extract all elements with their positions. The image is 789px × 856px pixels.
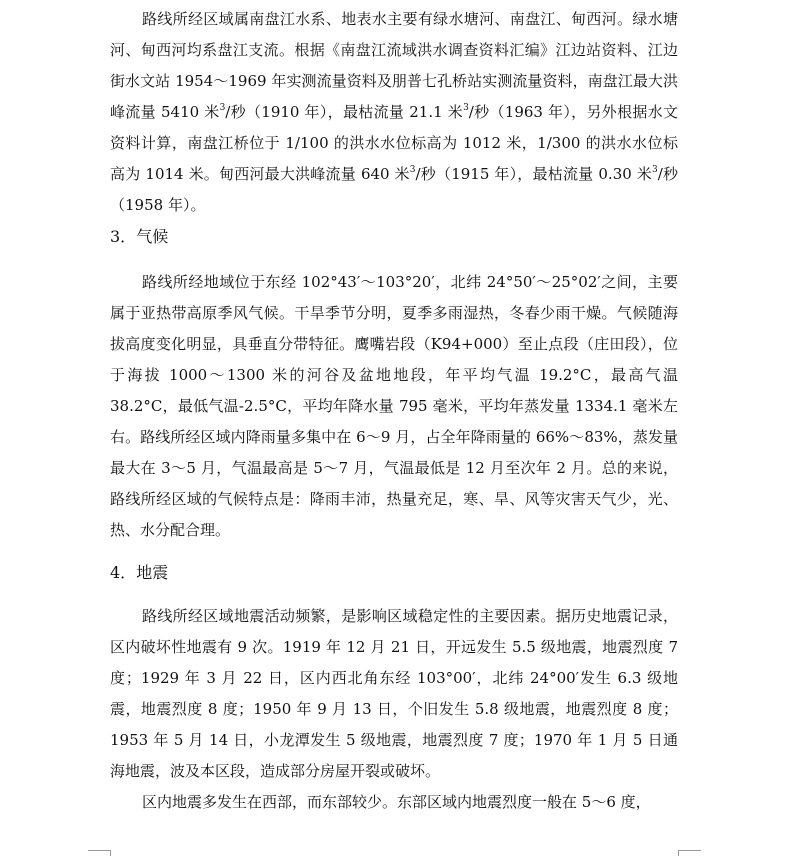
margin-corner-mark-left bbox=[88, 850, 111, 856]
heading-title: 气候 bbox=[136, 227, 169, 246]
superscript-cubic: 3 bbox=[651, 165, 658, 175]
margin-corner-mark-right bbox=[678, 850, 701, 856]
heading-title: 地震 bbox=[136, 563, 169, 582]
heading-number: 3． bbox=[110, 227, 137, 246]
hydrology-text-1: 路线所经区域属南盘江水系、地表水主要有绿水塘河、南盘江、甸西河。绿水塘河、甸西河均系盘江支流。根据《南盘江流域洪水调查资料汇编》江边站资料、江边街水文站 1954～1969 年实测流量资料及朋普七孔桥站实测流量资料，南盘江最大洪峰流量 5410 米 bbox=[110, 10, 678, 121]
section-heading-earthquake bbox=[110, 557, 678, 588]
hydrology-text-4: /秒（1915 年），最枯流量 0.30 米 bbox=[415, 165, 652, 183]
superscript-cubic: 3 bbox=[463, 103, 469, 113]
superscript-cubic: 3 bbox=[409, 165, 416, 175]
hydrology-text-3: /秒（1963 年），另外根据水文资料计算，南盘江桥位于 1/100 的洪水水位标高为 1012 米，1/300 的洪水水位标高为 1014 米。甸西河最大洪峰流量 640 米 bbox=[110, 103, 678, 183]
document-body bbox=[110, 4, 678, 818]
heading-number: 4． bbox=[110, 563, 137, 582]
paragraph-earthquake-distribution: 区内地震多发生在西部，而东部较少。东部区域内地震烈度一般在 5～6 度， bbox=[142, 793, 651, 811]
hydrology-text-2: /秒（1910 年），最枯流量 21.1 米 bbox=[225, 103, 464, 121]
section-heading-climate bbox=[110, 221, 678, 252]
paragraph-hydrology bbox=[110, 4, 678, 221]
paragraph-earthquake: 路线所经区域地震活动频繁，是影响区域稳定性的主要因素。据历史地震记录，区内破坏性地震有 9 次。1919 年 12 月 21 日，开远发生 5.5 级地震，地震烈度 7 度；1929 年 3 月 22 日，区内西北角东经 103°00′，北纬 24°00′发生 6.3 级地震，地震烈度 8 度；1950 年 9 月 13 日，个旧发生 5.8 级地震，地震烈度 8 度；1953 年 5 月 14 日，小龙潭发生 5 级地震，地震烈度 7 度；1970 年 1 月 5 日通海地震，波及本区段，造成部分房屋开裂或破坏。 bbox=[110, 607, 678, 780]
hydrology-text-5: /秒（1958 年）。 bbox=[110, 165, 678, 214]
paragraph-climate: 路线所经地域位于东经 102°43′～103°20′，北纬 24°50′～25°02′之间，主要属于亚热带高原季风气候。干旱季节分明，夏季多雨湿热，冬春少雨干燥。气候随海拔高度变化明显，具垂直分带特征。鹰嘴岩段（K94+000）至止点段（庄田段），位于海拔 1000～1300 米的河谷及盆地地段，年平均气温 19.2°C，最高气温 38.2°C，最低气温-2.5°C，平均年降水量 795 毫米，平均年蒸发量 1334.1 毫米左右。路线所经区域内降雨量多集中在 6～9 月，占全年降雨量的 66%～83%，蒸发量最大在 3～5 月，气温最高是 5～7 月，气温最低是 12 月至次年 2 月。总的来说，路线所经区域的气候特点是：降雨丰沛，热量充足，寒、旱、风等灾害天气少，光、热、水分配合理。 bbox=[110, 273, 678, 539]
superscript-cubic: 3 bbox=[219, 103, 226, 113]
